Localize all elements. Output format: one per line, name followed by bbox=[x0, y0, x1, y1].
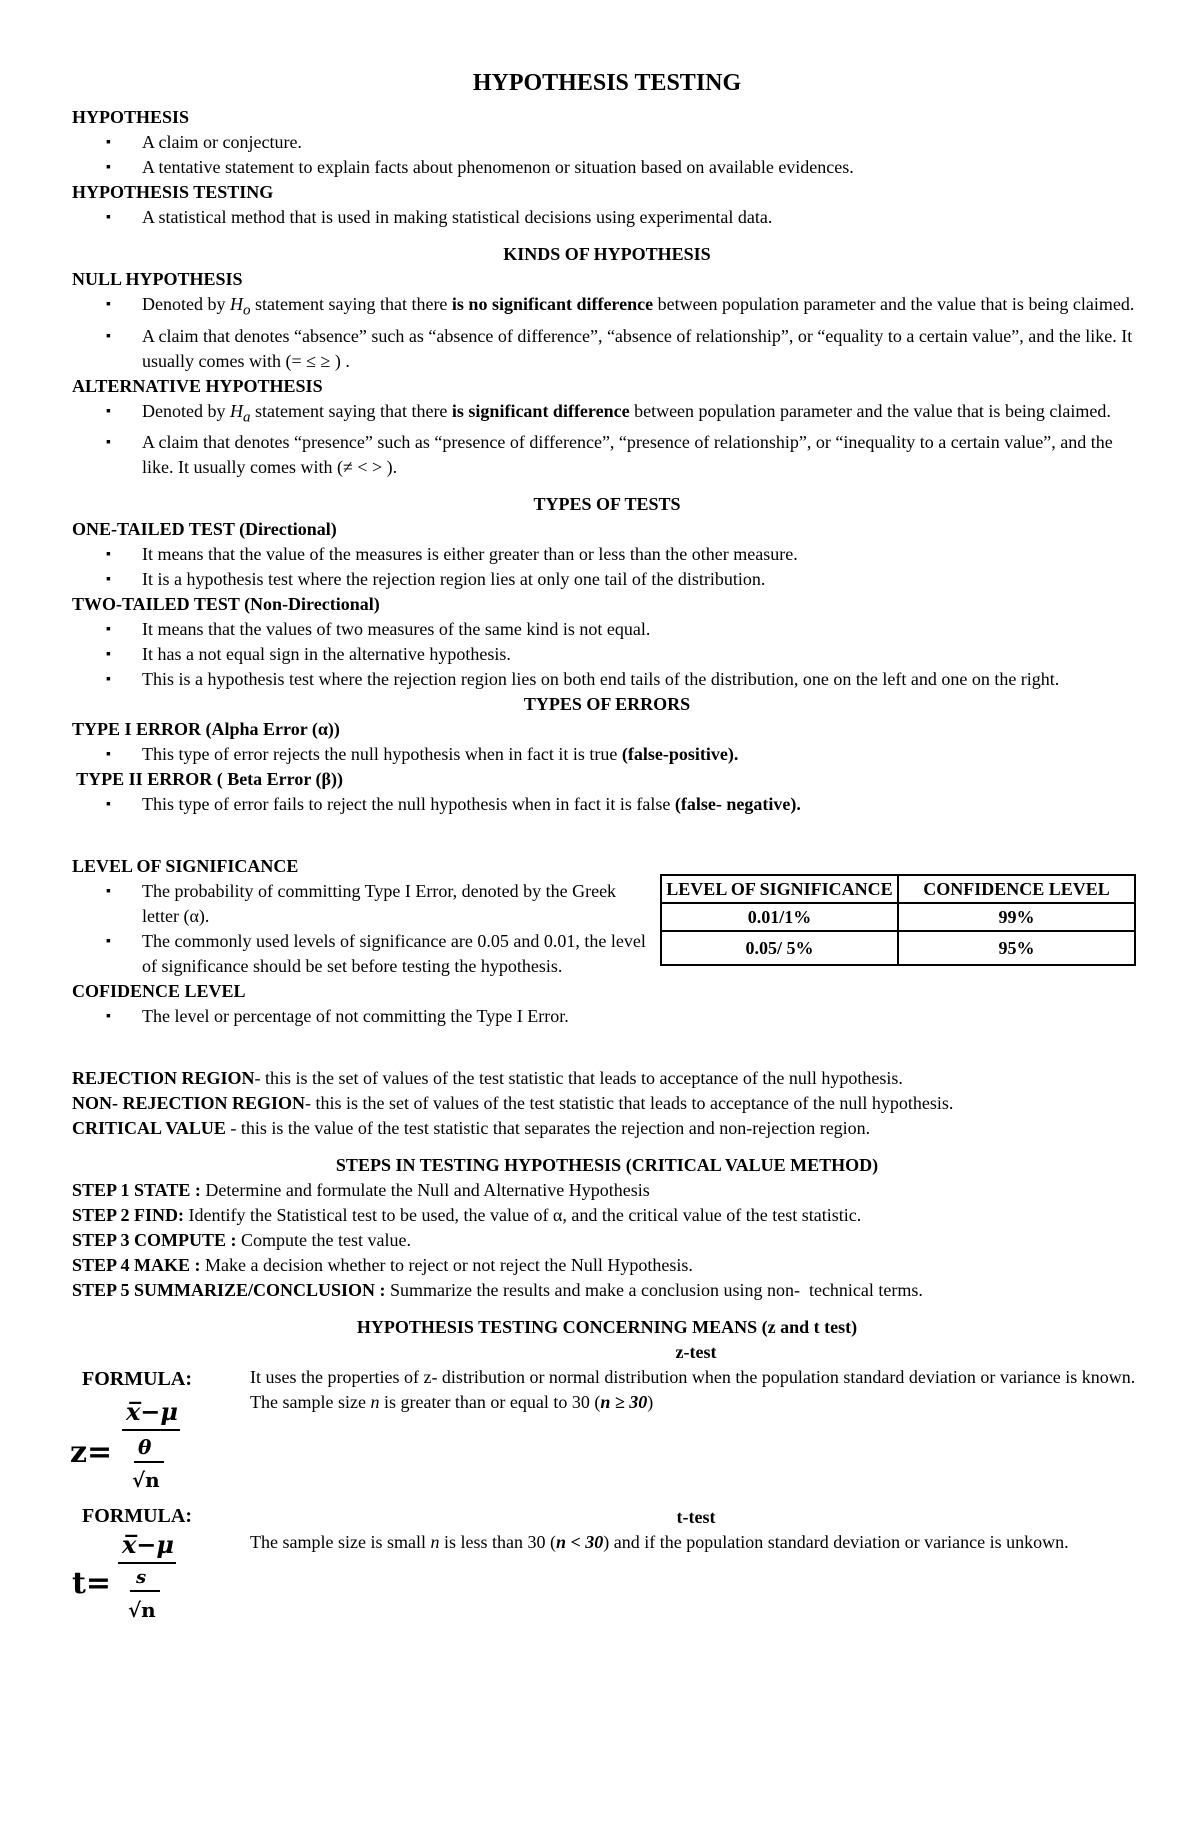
list-item: ▪ The level or percentage of not committing the Type I Error. bbox=[72, 1004, 772, 1029]
document-page bbox=[72, 60, 1142, 1635]
emphasis: n < 30 bbox=[555, 1532, 604, 1553]
means-heading: HYPOTHESIS TESTING CONCERNING MEANS (z and t test) bbox=[356, 1317, 858, 1338]
t-numerator: x̅−μ bbox=[122, 1530, 174, 1560]
table-header-row bbox=[661, 875, 1135, 903]
z-formula bbox=[68, 1392, 238, 1504]
list-item: ▪ A statistical method that is used in making statistical decisions using experimental data. bbox=[72, 205, 1142, 230]
table-cell: 95% bbox=[898, 931, 1135, 965]
one-tailed-heading: ONE-TAILED TEST (Directional) bbox=[72, 519, 337, 540]
critical-value-definition bbox=[72, 1116, 1142, 1141]
step-4 bbox=[72, 1253, 1142, 1278]
null-hypothesis-list bbox=[72, 292, 1142, 374]
n-symbol: n bbox=[430, 1532, 440, 1553]
two-tailed-heading: TWO-TAILED TEST (Non-Directional) bbox=[72, 594, 380, 615]
z-test-title: z-test bbox=[675, 1342, 717, 1363]
z-test-line-1: It uses the properties of z- distribution or normal distribution when the population standard deviation or variance is known. bbox=[250, 1367, 1136, 1388]
z-test-block bbox=[72, 1340, 1142, 1505]
list-item: ▪ This is a hypothesis test where the rejection region lies on both end tails of the distribution, one on the left and one on the right. bbox=[72, 667, 1142, 692]
list-item bbox=[72, 742, 1142, 767]
steps-heading: STEPS IN TESTING HYPOTHESIS (CRITICAL VALUE METHOD) bbox=[335, 1155, 879, 1176]
significance-table bbox=[660, 874, 1136, 966]
type-two-error-list bbox=[72, 792, 1142, 817]
step-text: Summarize the results and make a conclusion using non- technical terms. bbox=[390, 1280, 923, 1301]
text: is greater than or equal to 30 ( bbox=[379, 1392, 601, 1413]
text: Denoted by bbox=[142, 400, 230, 421]
type-one-error-list bbox=[72, 742, 1142, 767]
emphasis: is significant difference bbox=[451, 400, 630, 421]
text: H bbox=[229, 294, 243, 314]
significance-list bbox=[72, 879, 652, 979]
step-5 bbox=[72, 1278, 1142, 1303]
t-formula-label: FORMULA: bbox=[82, 1505, 192, 1528]
t-denominator-bottom: √n bbox=[128, 1598, 156, 1623]
list-item bbox=[72, 292, 1142, 324]
list-item: ▪ A claim that denotes “presence” such as “presence of difference”, “presence of relationship”, or “inequality to a certain value”, and the like. It usually comes with (≠ < > ). bbox=[72, 430, 1142, 480]
emphasis: is no significant difference bbox=[451, 294, 654, 314]
types-of-tests-heading: TYPES OF TESTS bbox=[533, 494, 681, 515]
step-label: STEP 2 FIND: bbox=[72, 1205, 189, 1226]
non-rejection-region-definition bbox=[72, 1091, 1142, 1116]
list-item bbox=[72, 399, 1142, 431]
table-header: CONFIDENCE LEVEL bbox=[898, 875, 1135, 903]
step-label: STEP 4 MAKE : bbox=[72, 1255, 206, 1276]
t-lhs: t= bbox=[72, 1566, 111, 1602]
n-symbol: n bbox=[370, 1392, 380, 1413]
list-item: ▪ The commonly used levels of significance are 0.05 and 0.01, the level of significance should be set before testing the hypothesis. bbox=[72, 929, 652, 979]
definition: - this is the set of values of the test statistic that leads to acceptance of the null hypothesis. bbox=[305, 1093, 954, 1114]
list-item: ▪ The probability of committing Type I Error, denoted by the Greek letter (α). bbox=[72, 879, 652, 929]
t-formula bbox=[68, 1527, 238, 1635]
definition: - this is the set of values of the test statistic that leads to acceptance of the null hypothesis. bbox=[254, 1068, 903, 1089]
z-test-description bbox=[250, 1340, 1142, 1415]
text: o bbox=[242, 302, 251, 319]
table-row bbox=[661, 903, 1135, 931]
t-test-line-1 bbox=[250, 1530, 1142, 1555]
significance-section bbox=[72, 854, 1142, 1054]
emphasis: n ≥ 30 bbox=[600, 1392, 648, 1413]
t-test-description bbox=[250, 1505, 1142, 1555]
text: This type of error fails to reject the null hypothesis when in fact it is false bbox=[142, 794, 675, 815]
z-formula-label: FORMULA: bbox=[82, 1368, 192, 1391]
alternative-hypothesis-list bbox=[72, 399, 1142, 481]
two-tailed-list bbox=[72, 617, 1142, 692]
text: The sample size is small bbox=[250, 1532, 431, 1553]
hypothesis-testing-heading: HYPOTHESIS TESTING bbox=[72, 182, 274, 202]
list-item: ▪ It means that the value of the measures is either greater than or less than the other measure. bbox=[72, 542, 1142, 567]
text: statement saying that there bbox=[250, 294, 452, 314]
table-cell: 0.01/1% bbox=[661, 903, 898, 931]
list-item: ▪ A claim or conjecture. bbox=[72, 130, 1142, 155]
list-item bbox=[72, 792, 1142, 817]
step-label: STEP 5 SUMMARIZE/CONCLUSION : bbox=[72, 1280, 391, 1301]
step-text: Make a decision whether to reject or not reject the Null Hypothesis. bbox=[205, 1255, 693, 1276]
kinds-heading: KINDS OF HYPOTHESIS bbox=[503, 244, 711, 264]
step-label: STEP 3 COMPUTE : bbox=[72, 1230, 242, 1251]
type-one-error-heading: TYPE I ERROR (Alpha Error (α)) bbox=[72, 719, 340, 740]
step-1 bbox=[72, 1178, 1142, 1203]
table-row bbox=[661, 931, 1135, 965]
step-text: Identify the Statistical test to be used, the value of α, and the critical value of the test statistic. bbox=[188, 1205, 862, 1226]
step-text: Determine and formulate the Null and Alternative Hypothesis bbox=[205, 1180, 650, 1201]
hypothesis-testing-list bbox=[72, 205, 1142, 230]
text: between population parameter and the value that is being claimed. bbox=[629, 400, 1111, 421]
text: between population parameter and the value that is being claimed. bbox=[653, 294, 1135, 314]
t-test-block bbox=[72, 1505, 1142, 1635]
z-test-line-2 bbox=[250, 1390, 1142, 1415]
text: This type of error rejects the null hypothesis when in fact it is true bbox=[142, 744, 622, 765]
page-title: HYPOTHESIS TESTING bbox=[472, 70, 742, 96]
types-of-errors-heading: TYPES OF ERRORS bbox=[523, 694, 691, 715]
table-cell: 0.05/ 5% bbox=[661, 931, 898, 965]
term: NON- REJECTION REGION bbox=[72, 1093, 306, 1114]
h-alt-symbol bbox=[229, 400, 251, 426]
text: is less than 30 ( bbox=[439, 1532, 556, 1553]
hypothesis-list bbox=[72, 130, 1142, 180]
text: ) bbox=[647, 1392, 654, 1413]
text: statement saying that there bbox=[250, 400, 452, 421]
text: H bbox=[229, 400, 243, 421]
list-item: ▪ A tentative statement to explain facts about phenomenon or situation based on available evidences. bbox=[72, 155, 1142, 180]
significance-heading: LEVEL OF SIGNIFICANCE bbox=[72, 856, 299, 877]
text: Denoted by bbox=[142, 294, 230, 314]
text: a bbox=[242, 409, 251, 426]
text: ) and if the population standard deviation or variance is unkown. bbox=[603, 1532, 1069, 1553]
list-item: ▪ It has a not equal sign in the alternative hypothesis. bbox=[72, 642, 1142, 667]
null-hypothesis-heading: NULL HYPOTHESIS bbox=[72, 269, 243, 289]
step-text: Compute the test value. bbox=[241, 1230, 411, 1251]
alternative-hypothesis-heading: ALTERNATIVE HYPOTHESIS bbox=[72, 375, 323, 396]
z-numerator: x̅−μ bbox=[126, 1397, 178, 1427]
z-denominator-bottom: √n bbox=[132, 1468, 160, 1493]
list-item: ▪ A claim that denotes “absence” such as “absence of difference”, “absence of relationship”, or “equality to a certain value”, and the like. It usually comes with (= ≤ ≥ ) . bbox=[72, 324, 1142, 374]
z-denominator-top: θ bbox=[138, 1435, 152, 1460]
t-denominator-top: s bbox=[136, 1567, 147, 1589]
step-3 bbox=[72, 1228, 1142, 1253]
confidence-list bbox=[72, 1004, 772, 1029]
type-two-error-heading: TYPE II ERROR ( Beta Error (β)) bbox=[72, 769, 343, 790]
table-header: LEVEL OF SIGNIFICANCE bbox=[661, 875, 898, 903]
emphasis: (false- negative). bbox=[674, 794, 801, 815]
h-null-symbol bbox=[229, 294, 251, 319]
term: REJECTION REGION bbox=[72, 1068, 255, 1089]
one-tailed-list bbox=[72, 542, 1142, 592]
list-item: ▪ It means that the values of two measures of the same kind is not equal. bbox=[72, 617, 1142, 642]
significance-text bbox=[72, 854, 652, 1029]
text: The sample size bbox=[250, 1392, 371, 1413]
term: CRITICAL VALUE bbox=[72, 1118, 231, 1139]
table-cell: 99% bbox=[898, 903, 1135, 931]
confidence-heading: COFIDENCE LEVEL bbox=[72, 981, 246, 1002]
list-item: ▪ It is a hypothesis test where the rejection region lies at only one tail of the distribution. bbox=[72, 567, 1142, 592]
definition: - this is the value of the test statistic that separates the rejection and non-rejection region. bbox=[230, 1118, 871, 1139]
step-label: STEP 1 STATE : bbox=[72, 1180, 206, 1201]
t-test-title: t-test bbox=[676, 1507, 716, 1528]
emphasis: (false-positive). bbox=[621, 744, 739, 765]
step-2 bbox=[72, 1203, 1142, 1228]
rejection-region-definition bbox=[72, 1066, 1142, 1091]
hypothesis-heading: HYPOTHESIS bbox=[72, 107, 190, 127]
z-lhs: z= bbox=[70, 1435, 113, 1471]
